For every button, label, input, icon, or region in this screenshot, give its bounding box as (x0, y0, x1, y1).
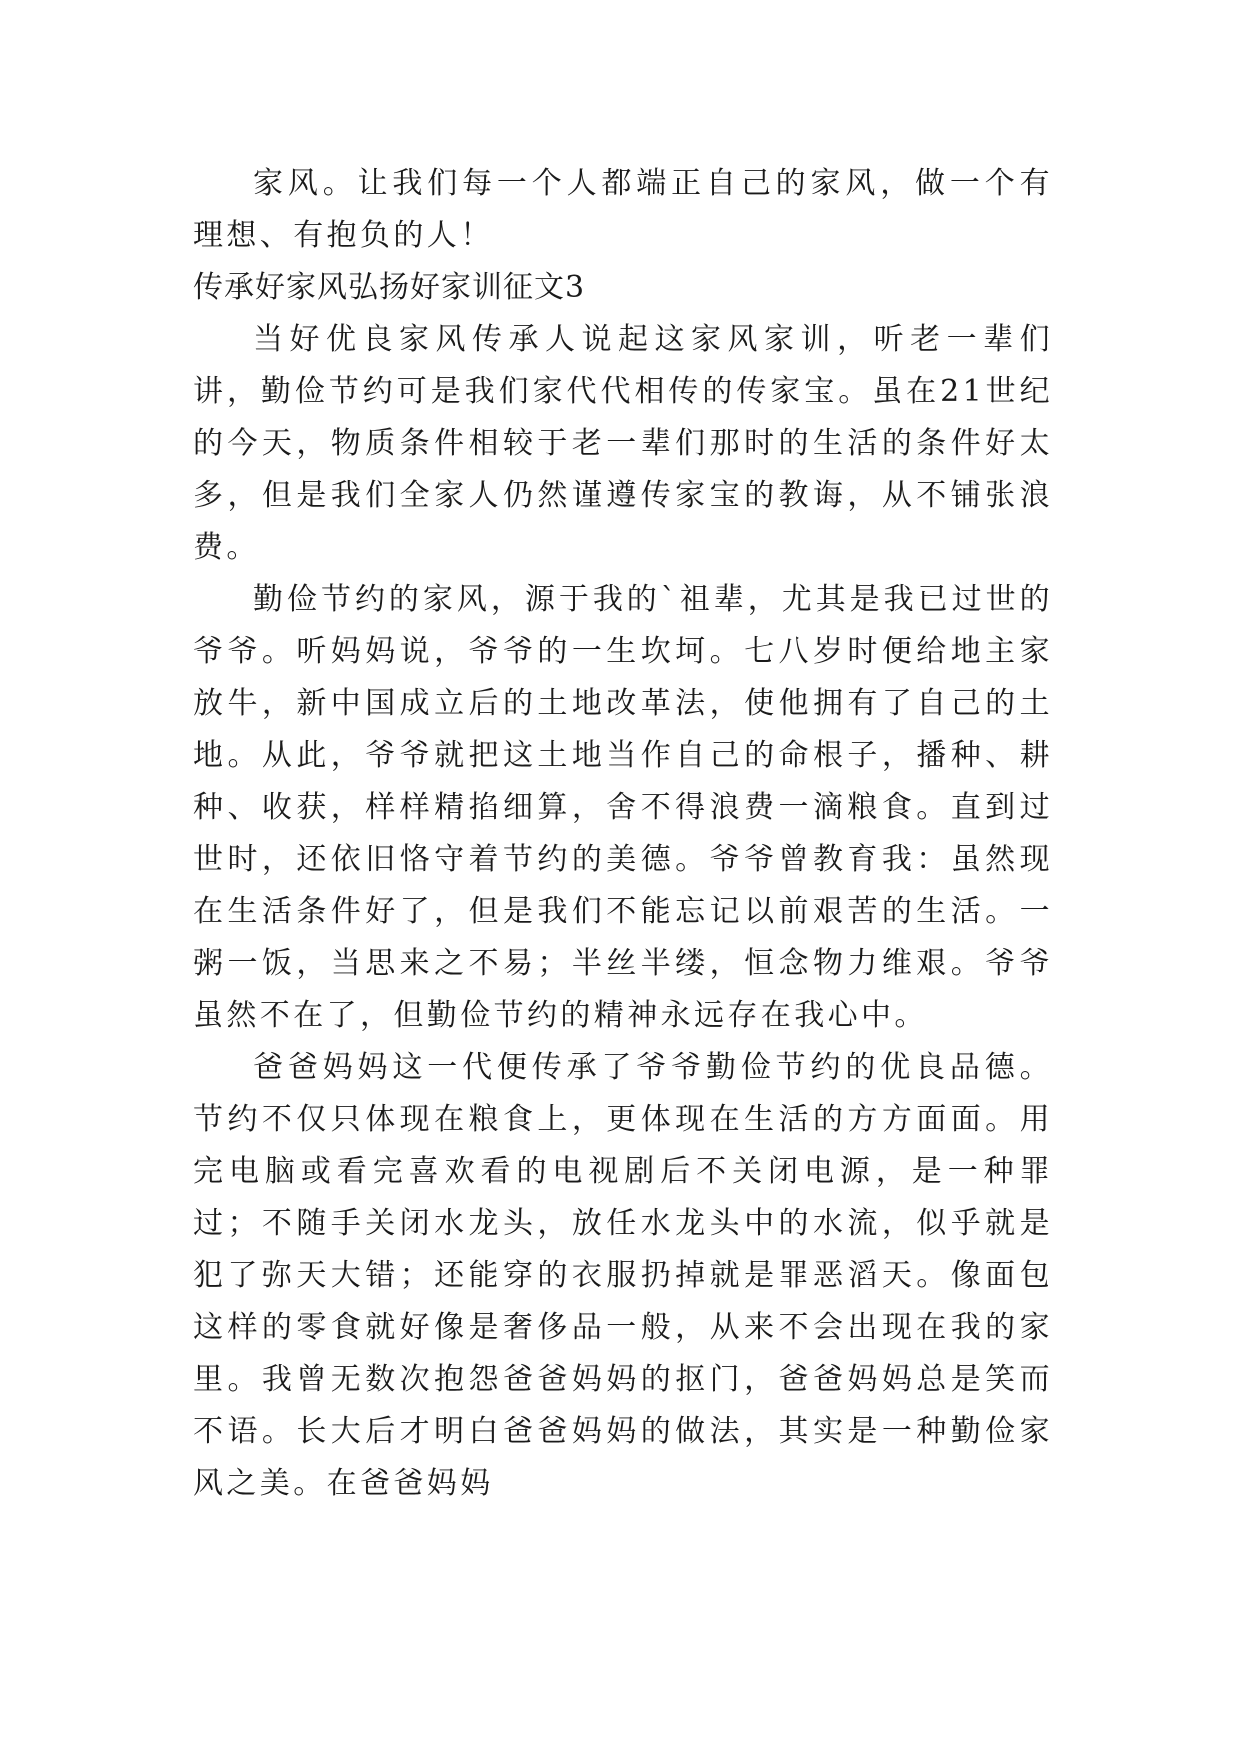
document-body (193, 158, 1053, 1510)
paragraph-continued: 家风。让我们每一个人都端正自己的家风，做一个有理想、有抱负的人！ (193, 166, 1053, 253)
paragraph-2: 勤俭节约的家风，源于我的`祖辈，尤其是我已过世的爷爷。听妈妈说，爷爷的一生坎坷。七八岁时便给地主家放牛，新中国成立后的土地改革法，使他拥有了自己的土地。从此，爷爷就把这土地当作自己的命根子，播种、耕种、收获，样样精掐细算，舍不得浪费一滴粮食。直到过世时，还依旧恪守着节约的美德。爷爷曾教育我：虽然现在生活条件好了，但是我们不能忘记以前艰苦的生活。一粥一饭，当思来之不易；半丝半缕，恒念物力维艰。爷爷虽然不在了，但勤俭节约的精神永远存在我心中。 (193, 582, 1053, 1033)
paragraph-1: 当好优良家风传承人说起这家风家训，听老一辈们讲，勤俭节约可是我们家代代相传的传家宝。虽在21世纪的今天，物质条件相较于老一辈们那时的生活的条件好太多，但是我们全家人仍然谨遵传家宝的教诲，从不铺张浪费。 (193, 322, 1053, 565)
paragraph-3: 爸爸妈妈这一代便传承了爷爷勤俭节约的优良品德。节约不仅只体现在粮食上，更体现在生活的方方面面。用完电脑或看完喜欢看的电视剧后不关闭电源，是一种罪过；不随手关闭水龙头，放任水龙头中的水流，似乎就是犯了弥天大错；还能穿的衣服扔掉就是罪恶滔天。像面包这样的零食就好像是奢侈品一般，从来不会出现在我的家里。我曾无数次抱怨爸爸妈妈的抠门，爸爸妈妈总是笑而不语。长大后才明白爸爸妈妈的做法，其实是一种勤俭家风之美。在爸爸妈妈 (193, 1050, 1053, 1501)
section-heading: 传承好家风弘扬好家训征文3 (193, 270, 586, 305)
